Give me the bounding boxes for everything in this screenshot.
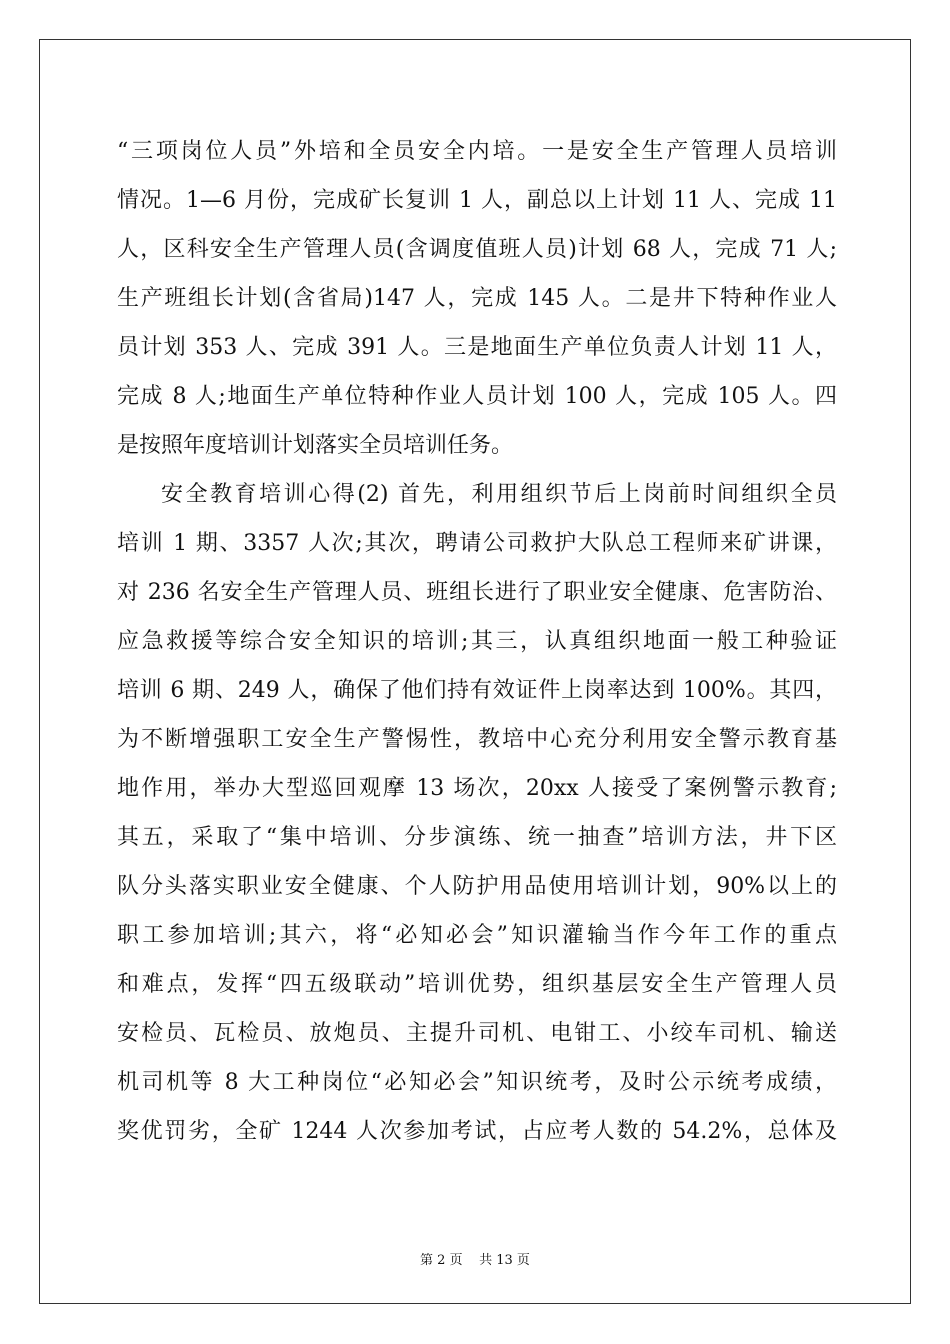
text-line: “三项岗位人员”外培和全员安全内培。一是安全生产管理人员培训: [117, 139, 837, 164]
text-line: 完成 8 人;地面生产单位特种作业人员计划 100 人，完成 105 人。四: [117, 384, 837, 409]
text-line: 情况。1—6 月份，完成矿长复训 1 人，副总以上计划 11 人、完成 11: [117, 188, 837, 213]
text-line: 员计划 353 人、完成 391 人。三是地面生产单位负责人计划 11 人，: [117, 335, 837, 360]
text-line: 为不断增强职工安全生产警惕性，教培中心充分利用安全警示教育基: [117, 727, 837, 752]
text-line: 生产班组长计划(含省局)147 人，完成 145 人。二是井下特种作业人: [117, 286, 837, 311]
page-number: 第 2 页: [420, 1253, 463, 1268]
text-line: 培训 6 期、249 人，确保了他们持有效证件上岗率达到 100%。其四，: [117, 678, 837, 703]
text-line: 其五，采取了“集中培训、分步演练、统一抽查”培训方法，井下区: [117, 825, 837, 850]
text-line: 机司机等 8 大工种岗位“必知必会”知识统考，及时公示统考成绩，: [117, 1070, 837, 1095]
document-body: [117, 127, 837, 1156]
text-line: 对 236 名安全生产管理人员、班组长进行了职业安全健康、危害防治、: [117, 580, 837, 605]
text-line: 安检员、瓦检员、放炮员、主提升司机、电钳工、小绞车司机、输送: [117, 1021, 837, 1046]
text-line: 应急救援等综合安全知识的培训;其三，认真组织地面一般工种验证: [117, 629, 837, 654]
text-line: 职工参加培训;其六，将“必知必会”知识灌输当作今年工作的重点: [117, 923, 837, 948]
text-line: 队分头落实职业安全健康、个人防护用品使用培训计划，90%以上的: [117, 874, 837, 899]
text-line: 地作用，举办大型巡回观摩 13 场次，20xx 人接受了案例警示教育;: [117, 776, 837, 801]
text-line: 人，区科安全生产管理人员(含调度值班人员)计划 68 人，完成 71 人;: [117, 237, 837, 262]
page-total: 共 13 页: [479, 1253, 530, 1268]
text-line: 培训 1 期、3357 人次;其次，聘请公司救护大队总工程师来矿讲课，: [117, 531, 837, 556]
text-line: 是按照年度培训计划落实全员培训任务。: [117, 433, 514, 458]
text-line: 和难点，发挥“四五级联动”培训优势，组织基层安全生产管理人员: [117, 972, 837, 997]
text-line: 奖优罚劣，全矿 1244 人次参加考试，占应考人数的 54.2%，总体及: [117, 1119, 837, 1144]
page-footer: [0, 1249, 950, 1268]
text-line: 安全教育培训心得(2) 首先，利用组织节后上岗前时间组织全员: [161, 482, 837, 507]
